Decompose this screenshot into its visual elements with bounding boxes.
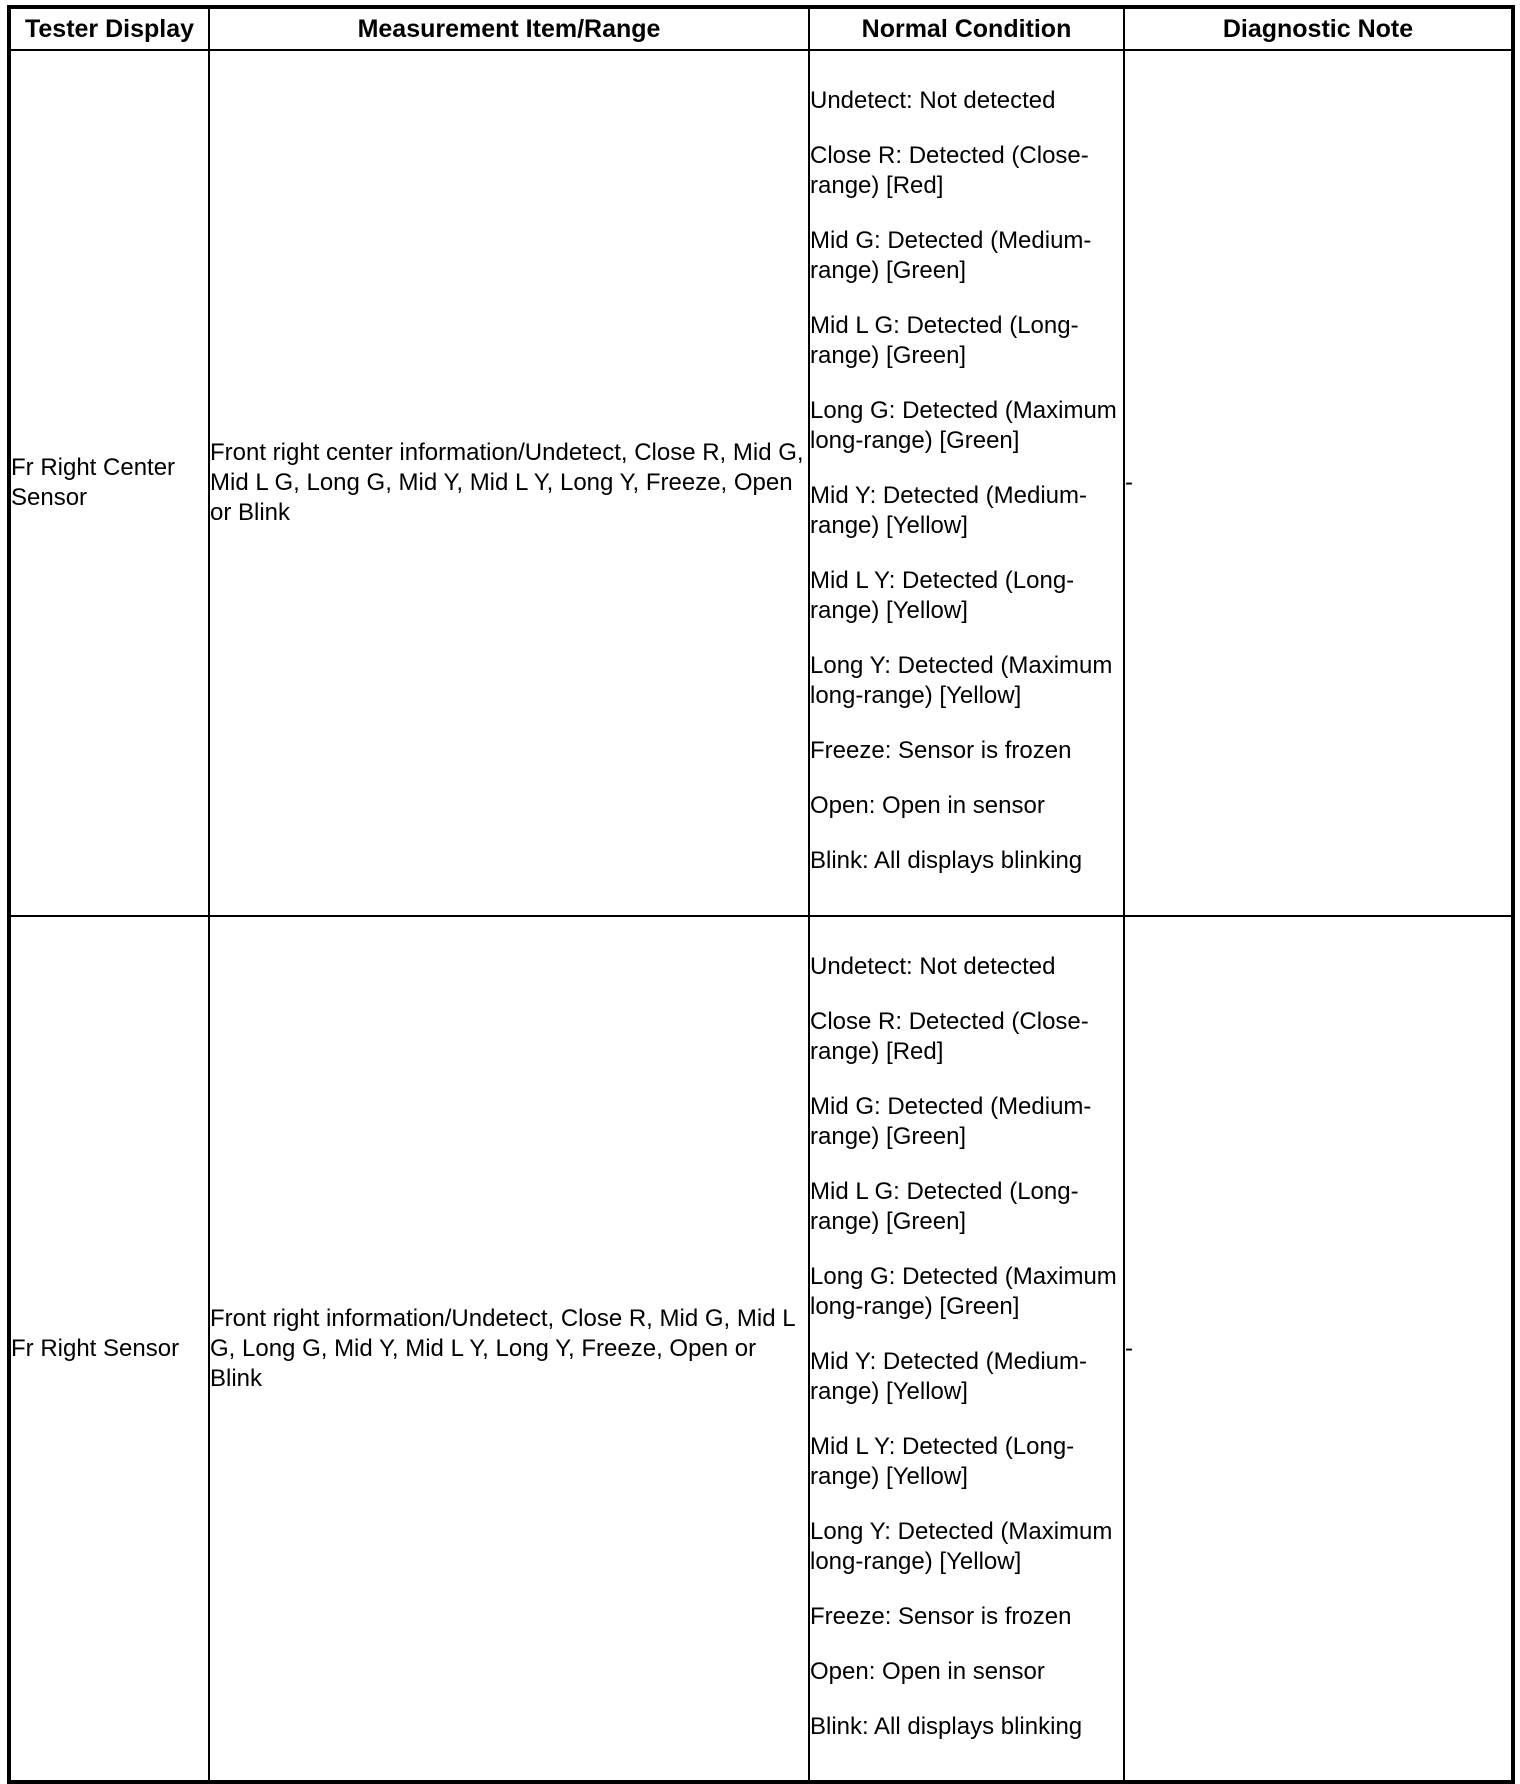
condition-item: Freeze: Sensor is frozen xyxy=(810,1602,1072,1630)
measurement-cell: Front right center information/Undetect, Close R, Mid G, Mid L G, Long G, Mid Y, Mid L Y, Long Y, Freeze, Open or Blink xyxy=(209,50,809,916)
condition-item: Mid L G: Detected (Long-range) [Green] xyxy=(810,312,1079,369)
diagnostic-note-cell: - xyxy=(1124,50,1513,916)
header-diagnostic-note: Diagnostic Note xyxy=(1124,7,1513,50)
table-row xyxy=(9,50,1513,916)
condition-item: Mid Y: Detected (Medium-range) [Yellow] xyxy=(810,1347,1087,1405)
header-measurement-item: Measurement Item/Range xyxy=(209,7,809,50)
diagnostic-note-cell: - xyxy=(1124,916,1513,1782)
condition-item: Long Y: Detected (Maximum long-range) [Yellow] xyxy=(810,1517,1113,1575)
condition-item: Blink: All displays blinking xyxy=(810,847,1083,874)
condition-item: Freeze: Sensor is frozen xyxy=(810,737,1072,764)
condition-item: Close R: Detected (Close-range) [Red] xyxy=(810,1007,1089,1065)
condition-item: Mid G: Detected (Medium-range) [Green] xyxy=(810,227,1092,284)
tester-display-cell: Fr Right Center Sensor xyxy=(9,50,209,916)
header-tester-display: Tester Display xyxy=(9,7,209,50)
condition-item: Mid L Y: Detected (Long-range) [Yellow] xyxy=(810,1432,1075,1490)
condition-item: Undetect: Not detected xyxy=(810,952,1056,980)
condition-item: Long G: Detected (Maximum long-range) [Green] xyxy=(810,397,1117,454)
normal-condition-cell xyxy=(809,50,1124,916)
header-normal-condition: Normal Condition xyxy=(809,7,1124,50)
condition-item: Mid G: Detected (Medium-range) [Green] xyxy=(810,1092,1092,1150)
normal-condition-cell xyxy=(809,916,1124,1782)
condition-item: Mid L Y: Detected (Long-range) [Yellow] xyxy=(810,567,1075,624)
header-row xyxy=(9,7,1513,50)
condition-item: Long G: Detected (Maximum long-range) [Green] xyxy=(810,1262,1117,1320)
measurement-cell: Front right information/Undetect, Close R, Mid G, Mid L G, Long G, Mid Y, Mid L Y, Long Y, Freeze, Open or Blink xyxy=(209,916,809,1782)
condition-item: Mid Y: Detected (Medium-range) [Yellow] xyxy=(810,482,1087,539)
data-list-table xyxy=(7,5,1515,1784)
condition-item: Open: Open in sensor xyxy=(810,792,1045,819)
condition-item: Long Y: Detected (Maximum long-range) [Yellow] xyxy=(810,652,1113,709)
condition-item: Close R: Detected (Close-range) [Red] xyxy=(810,142,1089,199)
table-row xyxy=(9,916,1513,1782)
condition-item: Undetect: Not detected xyxy=(810,87,1056,114)
tester-display-cell: Fr Right Sensor xyxy=(9,916,209,1782)
condition-item: Blink: All displays blinking xyxy=(810,1712,1083,1740)
condition-item: Open: Open in sensor xyxy=(810,1657,1045,1685)
condition-item: Mid L G: Detected (Long-range) [Green] xyxy=(810,1177,1079,1235)
